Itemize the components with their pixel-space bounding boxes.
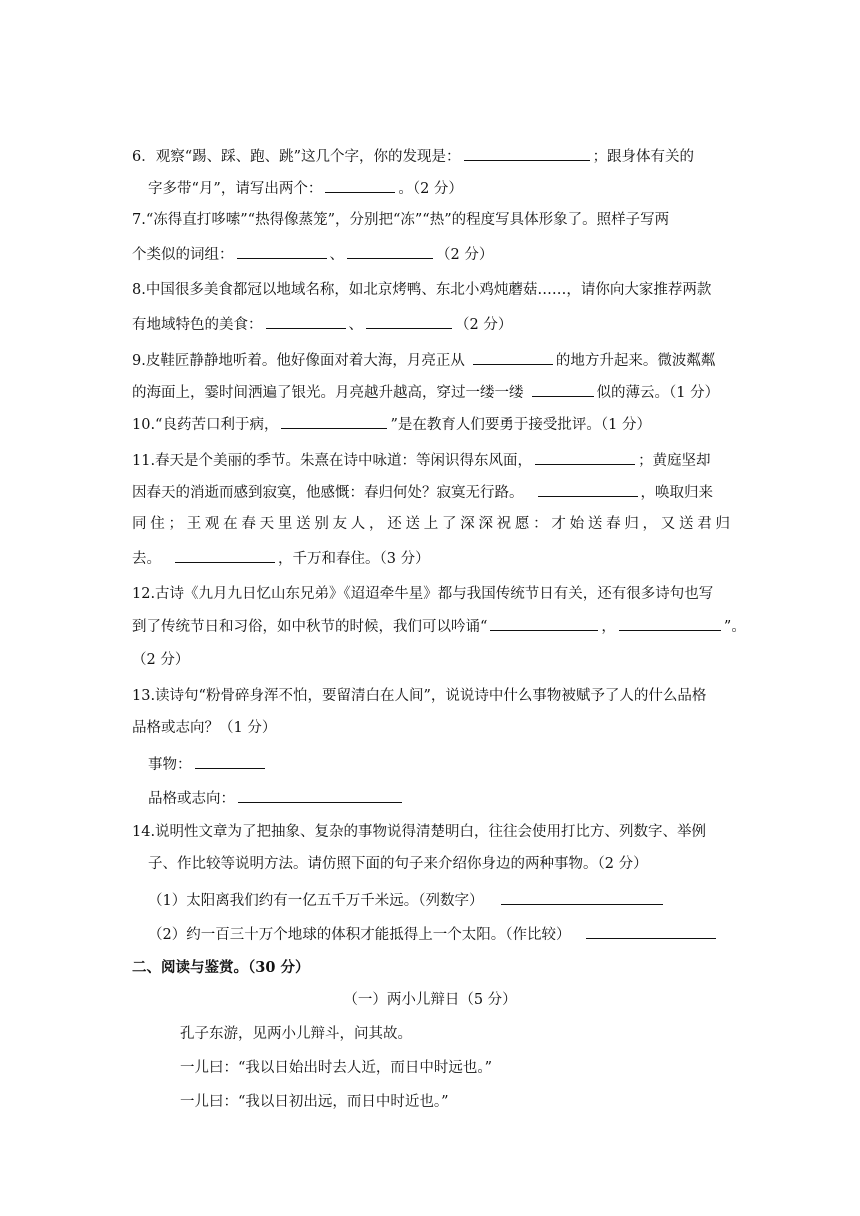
q7-answer-blank-2[interactable] [347,244,433,259]
q11-answer-blank-2[interactable] [538,482,638,497]
q13-thing-blank[interactable] [195,754,265,769]
q11-answer-blank-3[interactable] [175,548,275,563]
q9-answer-blank-1[interactable] [473,350,553,365]
q11-line-4 [132,548,430,569]
q13-thing-line [148,754,268,775]
q8-line-1 [132,280,711,300]
q11-answer-blank-1[interactable] [535,450,635,465]
q6-text-b: ；跟身体有关的 [592,149,695,165]
q9-line-2 [132,382,719,403]
q8-line-2 [132,314,512,335]
q7-line-1 [132,210,669,230]
q7-text-a: 7.“冻得直打哆嗦”“热得像蒸笼”，分别把“冻”“热”的程度写具体形象了。照样子写两 [132,212,670,228]
q12-line-1 [132,584,713,604]
passage-1-para-1-text: 孔子东游，见两小儿辩斗，问其故。 [180,1026,412,1042]
q12-line-3 [132,650,189,670]
q14-sentence-1 [148,890,666,911]
q12-answer-blank-2[interactable] [619,616,721,631]
q9-text-b: 的地方升起来。微波粼粼 [555,353,716,369]
q12-line-2 [132,616,746,637]
passage-1-para-2-text: 一儿曰：“我以日始出时去人近，而日中时远也。” [180,1060,493,1076]
passage-1-subtitle-text: （一）两小儿辩日（5 分） [343,992,517,1008]
q11-line-2 [132,482,713,503]
passage-1-subtitle [0,990,860,1010]
q14-s1-text: （1）太阳离我们约有一亿五千万千米远。（列数字） [148,893,484,909]
passage-1-para-3-text: 一儿曰：“我以日初出远，而日中时近也。” [180,1094,449,1110]
q14-text-a: 14.说明性文章为了把抽象、复杂的事物说得清楚明白，往往会使用打比方、列数字、举例 [132,824,707,840]
q9-answer-blank-2[interactable] [532,382,594,397]
q9-text-c: 的海面上，霎时间洒遍了银光。月亮越升越高，穿过一缕一缕 [132,385,524,401]
q13-line-2 [132,718,276,738]
q14-answer-blank-2[interactable] [586,924,716,939]
passage-1-para-3 [180,1092,449,1112]
q8-text-b: 有地域特色的美食： [132,317,263,333]
q13-quality-line [148,788,405,809]
section-2-title [132,958,309,978]
q6-text-a: 6．观察“踢、踩、跑、跳”这几个字，你的发现是： [132,149,461,165]
q14-s2-text: （2）约一百三十万个地球的体积才能抵得上一个太阳。（作比较） [148,927,571,943]
q10-text-a: 10.“良药苦口利于病， [132,417,279,433]
q11-text-a: 11.春天是个美丽的季节。朱熹在诗中咏道：等闲识得东风面， [132,453,533,469]
q8-answer-blank-1[interactable] [266,314,346,329]
q6-answer-blank-1[interactable] [464,146,590,161]
section-2-title-text: 二、阅读与鉴赏。（30 分） [132,959,310,976]
q6-answer-blank-2[interactable] [325,178,395,193]
q14-line-1 [132,822,706,842]
q12-text-b: 到了传统节日和习俗，如中秋节的时候，我们可以吟诵“ [132,619,488,635]
q8-separator: 、 [348,317,363,333]
q12-text-d: （2 分） [132,652,190,668]
q11-line-1 [132,450,711,471]
q11-text-d: ，唤取归来 [640,485,713,501]
q10-line [132,414,651,435]
q9-text-d: 似的薄云。（1 分） [596,385,720,401]
q10-answer-blank[interactable] [281,414,387,429]
q11-text-c: 因春天的消逝而感到寂寞，他感慨：春归何处？寂寞无行路。 [132,485,524,501]
q6-text-c: 字多带“月”，请写出两个： [148,181,323,197]
q14-text-b: 子、作比较等说明方法。请仿照下面的句子来介绍你身边的两种事物。（2 分） [148,856,648,872]
q7-answer-blank-1[interactable] [237,244,327,259]
q11-text-f: 去。 [132,551,161,567]
q13-text-a: 13.读诗句“粉骨碎身浑不怕，要留清白在人间”，说说诗中什么事物被赋予了人的什么品格 [132,688,707,704]
q7-separator: 、 [329,247,344,263]
q6-line-2 [148,178,463,199]
q12-text-a: 12.古诗《九月九日忆山东兄弟》《迢迢牵牛星》都与我国传统节日有关，还有很多诗句也写 [132,586,714,602]
q7-text-b: 个类似的词组： [132,247,234,263]
q13-text-b: 品格或志向？（1 分） [132,720,277,736]
q6-text-d: 。（2 分） [398,181,463,197]
q11-text-e: 同住；王观在春天里送别友人，还送上了深深祝愿：才始送春归，又送君归 [132,516,730,532]
q14-line-2 [148,854,648,874]
q7-line-2 [132,244,493,265]
passage-1-para-2 [180,1058,492,1078]
q7-text-c: （2 分） [436,247,494,263]
q11-text-g: ，千万和春住。（3 分） [278,551,430,567]
passage-1-para-1 [180,1024,412,1044]
q13-quality-blank[interactable] [238,788,402,803]
q14-answer-blank-1[interactable] [501,890,663,905]
q13-thing-label: 事物： [148,757,192,773]
q11-text-b: ；黄庭坚却 [638,453,711,469]
q13-quality-label: 品格或志向： [148,791,235,807]
q10-text-b: ”是在教育人们要勇于接受批评。（1 分） [390,417,651,433]
q9-text-a: 9.皮鞋匠静静地听着。他好像面对着大海，月亮正从 [132,353,465,369]
q8-text-a: 8.中国很多美食都冠以地域名称，如北京烤鸭、东北小鸡炖蘑菇……，请你向大家推荐两款 [132,282,712,298]
q9-line-1 [132,350,715,371]
q12-text-c: ”。 [723,619,746,635]
q8-answer-blank-2[interactable] [366,314,452,329]
q14-sentence-2 [148,924,719,945]
q8-text-c: （2 分） [455,317,513,333]
q12-answer-blank-1[interactable] [490,616,598,631]
q13-line-1 [132,686,706,706]
q11-line-3 [132,514,730,534]
q12-separator: ， [601,619,616,635]
q6-line-1 [132,146,694,167]
